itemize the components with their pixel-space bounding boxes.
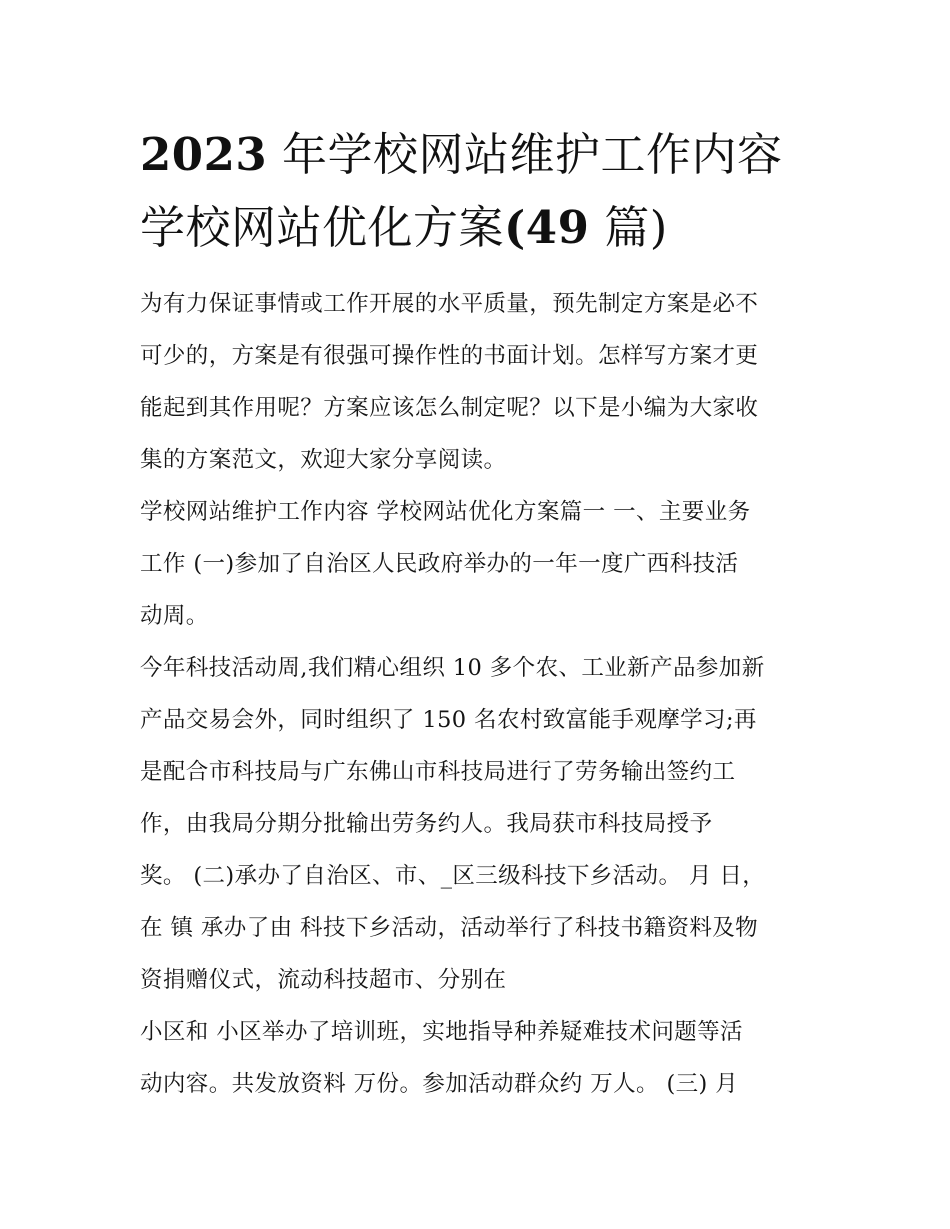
title-year: 2023: [140, 128, 268, 181]
text-line: 今年科技活动周,我们精心组织 10 多个农、工业新产品参加新: [140, 655, 765, 681]
text-line: 产品交易会外，同时组织了 150 名农村致富能手观摩学习;再: [140, 707, 757, 733]
text-line: 是配合市科技局与广东佛山市科技局进行了劳务输出签约工: [140, 759, 736, 785]
title-line-1: [140, 118, 812, 191]
text-line: 作，由我局分期分批输出劳务约人。我局获市科技局授予: [140, 811, 713, 837]
text-line: 小区和 小区举办了培训班，实地指导种养疑难技术问题等活: [140, 1019, 743, 1045]
title-line-2-text: 学校网站优化方案: [140, 201, 505, 254]
text-line: 为有力保证事情或工作开展的水平质量，预先制定方案是必不: [140, 291, 759, 317]
intro-paragraph: [140, 278, 812, 486]
title-count: (49: [504, 201, 590, 254]
text-line: 可少的，方案是有很强可操作性的书面计划。怎样写方案才更: [140, 343, 759, 369]
title-line-1-text: 年学校网站维护工作内容: [267, 128, 783, 181]
text-line: 动内容。共发放资料 万份。参加活动群众约 万人。 (三) 月: [140, 1071, 739, 1097]
text-line: 工作 (一)参加了自治区人民政府举办的一年一度广西科技活: [140, 551, 739, 577]
text-line: 能起到其作用呢？方案应该怎么制定呢？以下是小编为大家收: [140, 395, 759, 421]
text-line: 学校网站维护工作内容 学校网站优化方案篇一 一、主要业务: [140, 499, 751, 525]
document-page: [140, 118, 812, 1110]
section-one-paragraph: [140, 486, 812, 642]
text-line: 奖。 (二)承办了自治区、市、_区三级科技下乡活动。 月 日，: [140, 863, 766, 889]
text-line: 动周。: [140, 603, 209, 629]
document-title: [140, 118, 812, 264]
title-line-2: [140, 191, 812, 264]
text-line: 资捐赠仪式，流动科技超市、分别在: [140, 967, 507, 993]
title-line-2-suffix: 篇): [589, 201, 668, 254]
activity-week-paragraph: [140, 642, 812, 1006]
text-line: 在 镇 承办了由 科技下乡活动，活动举行了科技书籍资料及物: [140, 915, 759, 941]
text-line: 集的方案范文，欢迎大家分享阅读。: [140, 447, 507, 473]
training-paragraph: [140, 1006, 812, 1110]
